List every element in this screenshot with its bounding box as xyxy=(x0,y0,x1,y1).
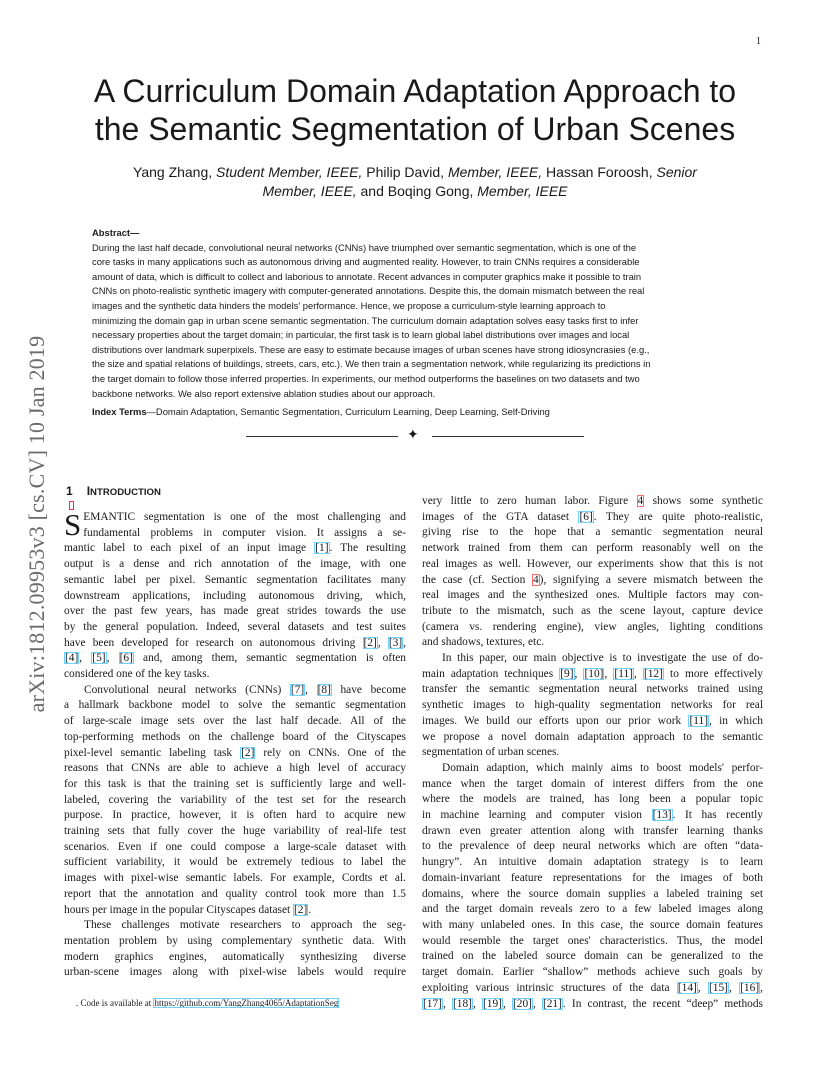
citation-link[interactable]: [18] xyxy=(452,997,472,1010)
figure-link[interactable]: 4 xyxy=(637,495,644,507)
abstract-line: minimizing the domain gap in urban scene semantic segmentation. The curriculum domain adaptation solves easy tasks first to infer xyxy=(92,314,639,326)
text-line: and the target domain reveals zero to a few labeled images along xyxy=(422,903,763,916)
citation-link[interactable]: [14] xyxy=(677,981,697,994)
citation-link[interactable]: [2] xyxy=(241,746,255,759)
divider-right xyxy=(432,436,584,437)
text-line: over the past few years, has made great strides towards the use xyxy=(64,605,406,618)
abstract-line: amount of data, which is difficult to collect and laborious to annotate. Recent advances in computer graphics make it possible to train xyxy=(92,270,642,282)
citation-link[interactable]: [3] xyxy=(388,636,403,649)
text-line: mentation problem by using complementary synthetic data. With xyxy=(64,934,406,947)
citation-link[interactable]: [11] xyxy=(614,667,633,680)
text-line: for this task is that the training set is sufficiently large and well- xyxy=(64,777,406,790)
abstract-line: During the last half decade, convolutional neural networks (CNNs) have triumphed over semantic segmentation, which is one of the xyxy=(92,241,637,253)
small-caps-word: EMANTIC xyxy=(83,511,136,523)
text-line: of large-scale image sets over the last half decade. All of the xyxy=(64,715,406,728)
citation-link[interactable]: [4] xyxy=(65,652,79,665)
text-line: we propose a novel domain adaptation approach to the semantic xyxy=(422,730,763,743)
author-role: Senior xyxy=(656,164,697,180)
citation-link[interactable]: [21] xyxy=(542,997,562,1010)
text: main adaptation techniques xyxy=(422,667,560,680)
page-number: 1 xyxy=(756,36,761,47)
text: exploiting various intrinsic structures of the data xyxy=(422,981,677,994)
text: . They are quite photo-realistic, xyxy=(593,510,763,523)
citation-link[interactable]: [12] xyxy=(643,667,663,680)
text-line: (camera vs. rendering engine), view angles, lighting conditions xyxy=(422,620,763,633)
citation-link[interactable]: [17] xyxy=(423,997,442,1010)
citation-link[interactable]: [13] xyxy=(652,809,672,822)
divider-diamond-icon: ✦ xyxy=(407,427,419,443)
text-line: and shadows, textures, etc. xyxy=(422,636,545,649)
author-role: Member, IEEE xyxy=(477,183,568,199)
text-line: synthetic images to high-quality segmentation networks for real xyxy=(422,699,763,712)
text: shows some synthetic xyxy=(644,495,763,507)
text-line: transfer the semantic segmentation neural networks trained using xyxy=(422,683,763,696)
text: mantic label to each pixel of an input image xyxy=(64,542,315,555)
text-line: reasons that CNNs are able to achieve a high level of accuracy xyxy=(64,762,406,775)
author-name: and Boqing Gong, xyxy=(360,183,474,199)
text: and, among them, semantic segmentation is often xyxy=(133,652,407,665)
text-line: real images and the synthesized ones. Multiple factors may con- xyxy=(422,589,763,602)
text: hours per image in the popular Cityscapes dataset xyxy=(64,903,294,916)
text-line: top-performing methods on the challenge board of the Cityscapes xyxy=(64,730,406,743)
section-title-rest: NTRODUCTION xyxy=(90,487,161,498)
divider-left xyxy=(246,436,398,437)
footnote xyxy=(76,998,339,1008)
text-line: would resemble the target ones' characteristics. Thus, the model xyxy=(422,934,763,947)
citation-link[interactable]: [6] xyxy=(119,652,133,665)
text: very little to zero human labor. Figure xyxy=(422,495,637,507)
section-title-initial: I xyxy=(86,484,91,498)
text: in machine learning and computer vision xyxy=(422,809,652,822)
text-line: mance when the target domain of interest differs from the one xyxy=(422,777,763,790)
arxiv-stamp-text: arXiv:1812.09953v3 [cs.CV] 10 Jan 2019 xyxy=(24,335,49,713)
text: , in which xyxy=(709,714,763,727)
arxiv-stamp xyxy=(21,292,53,762)
abstract-line: core tasks in many applications such as autonomous driving and augmented reality. However, to train CNNs requires a considerable xyxy=(92,256,640,268)
text-line: urban-scene images along with pixel-wise labels would require xyxy=(64,966,406,979)
text: . It has recently xyxy=(672,809,763,822)
abstract-line: necessary properties about the target domain; in particular, the first task is to learn global label distributions over images and local xyxy=(92,329,630,341)
text: to more effectively xyxy=(663,667,763,680)
abstract-line: the target domain to follow those inferred properties. In experiments, our method outperforms the baselines on two datasets and two xyxy=(92,372,640,384)
abstract-line: CNNs on photo-realistic synthetic imagery with computer-generated annotations. Despite this, the domain mismatch between the real xyxy=(92,285,645,297)
text: Convolutional neural networks (CNNs) xyxy=(84,683,290,696)
text-line: scenarios. Even if one could compose a large-scale dataset with xyxy=(64,840,406,853)
citation-link[interactable]: [20] xyxy=(512,997,532,1010)
text-line: to the prevalence of deep neural networks which are often “data- xyxy=(422,840,763,853)
left-column: S EMANTIC segmentation is one of the most challenging and fundamental problems in computer vision. It assigns a se- mantic label to each pixel of an input image [1]. The resulting output is a dense and rich annotation of the image, with one semantic label per pixel. Semantic segmentation facilitates many downstream applications, including autonomous driving, which, over the past few years, has made great strides towards the use by the general population. Indeed, several datasets and test suites have been developed for research on autonomous driving [2], [3], [4], [5], [6] and, among them, semantic segmentation is often considered one of the key tasks. Convolutional neural networks (CNNs) [7], [8] have become a hallmark backbone model to solve the semantic segmentation of large-scale image sets over the last half decade. All of the top-performing methods on the challenge board of the Cityscapes pixel-level semantic labeling task [2] rely on CNNs. One of the reasons that CNNs are able to achieve a high level of accuracy for this task is that the training set is sufficiently large and well- labeled, covering the variability of the test set for the research purpose. In practice, however, it is often hard to acquire new training sets that fully cover the huge variability of real-life test scenarios. Even if one could compose a large-scale dataset with sufficient variability, it would be extremely tedious to label the images with pixel-wise semantic labels. For example, Cordts et al. report that the annotation and quality control took more than 1.5 hours per image in the popular Cityscapes dataset [2]. These challenges motivate researchers to approach the seg- mentation problem by using complementary synthetic data. With modern graphics engines, automatically synthesizing diverse urban-scene images along with pixel-wise labels would require xyxy=(64,510,406,981)
citation-link[interactable]: [9] xyxy=(560,667,574,680)
text-line: by the general population. Indeed, several datasets and test suites xyxy=(64,620,406,633)
text-line: real images as well. However, our experiments show that this is not xyxy=(422,557,763,570)
text-line: a hallmark backbone model to solve the semantic segmentation xyxy=(64,699,406,712)
citation-link[interactable]: [7] xyxy=(290,683,305,696)
citation-link[interactable]: [2] xyxy=(294,903,308,916)
author-role: Member, IEEE, xyxy=(262,183,357,199)
author-list xyxy=(100,163,730,201)
text: pixel-level semantic labeling task xyxy=(64,746,241,759)
index-terms-text: —Domain Adaptation, Semantic Segmentation, Curriculum Learning, Deep Learning, Self-Driving xyxy=(146,406,550,417)
text: rely on CNNs. One of the xyxy=(255,746,406,759)
text: the case (cf. Section xyxy=(422,573,532,586)
text-line: images with pixel-wise semantic labels. For example, Cordts et al. xyxy=(64,872,406,885)
text-line: output is a dense and rich annotation of the image, with one xyxy=(64,558,406,571)
paper-title xyxy=(60,72,770,148)
text-line: where the models are trained, has long been a popular topic xyxy=(422,793,763,806)
text-line: segmentation of urban scenes. xyxy=(422,746,560,759)
text: These challenges motivate researchers to approach the seg- xyxy=(84,919,406,932)
text-line: training sets that fully cover the huge variability of real-life test xyxy=(64,825,406,838)
citation-link[interactable]: [19] xyxy=(482,997,502,1010)
text: segmentation is one of the most challenging and xyxy=(135,511,406,523)
text: have become xyxy=(331,683,406,696)
text-line: domain-invariant feature representations for the images of both xyxy=(422,871,763,884)
citation-link[interactable]: [6] xyxy=(579,510,593,523)
section-link[interactable]: 4 xyxy=(532,573,539,586)
author-name: Yang Zhang, xyxy=(133,164,213,180)
index-terms-heading: Index Terms xyxy=(92,406,147,417)
citation-link[interactable]: [10] xyxy=(584,667,604,680)
text-line: target domain. Earlier “shallow” methods achieve such goals by xyxy=(422,966,763,979)
author-role: Member, IEEE, xyxy=(447,164,543,180)
text-line: purpose. In practice, however, it is often hard to acquire new xyxy=(64,809,406,822)
abstract xyxy=(92,226,738,401)
citation-link[interactable]: [2] xyxy=(363,636,377,649)
text: In this paper, our main objective is to investigate the use of do- xyxy=(442,652,763,665)
section-number: 1 xyxy=(66,484,73,498)
citation-link[interactable]: [16] xyxy=(740,981,760,994)
text: images of the GTA dataset xyxy=(422,510,579,523)
abstract-line: images and the synthetic data hinders the models' performance. Hence, we propose a curriculum-style learning approach to xyxy=(92,299,606,311)
author-name: Hassan Foroosh, xyxy=(546,164,653,180)
text-line: with many unlabeled ones. In this case, the source domain features xyxy=(422,918,763,931)
text: . In contrast, the recent “deep” methods xyxy=(562,997,763,1010)
title-line-2: the Semantic Segmentation of Urban Scenes xyxy=(94,111,736,147)
abstract-line: backbone networks. We also report extensive ablation studies about our approach. xyxy=(92,387,436,399)
text: . The resulting xyxy=(329,542,406,555)
citation-link[interactable]: [15] xyxy=(709,981,728,994)
citation-link[interactable]: [5] xyxy=(92,652,106,665)
text: have been developed for research on autonomous driving xyxy=(64,636,363,649)
citation-link[interactable]: [11] xyxy=(689,714,708,727)
text-line: giving rise to the hope that a semantic segmentation neural xyxy=(422,526,763,539)
abstract-line: the size and spatial relations of buildings, streets, cars, etc.). We then train a segmentation network, while regularizing its predictions in xyxy=(92,358,651,370)
text: Domain adaption, which mainly aims to boost models' perfor- xyxy=(442,761,763,774)
code-url-link[interactable]: https://github.com/YangZhang4065/AdaptationSeg xyxy=(154,998,339,1008)
abstract-heading: Abstract— xyxy=(92,227,140,238)
right-column: very little to zero human labor. Figure 4 shows some synthetic images of the GTA dataset [6]. They are quite photo-realistic, giving rise to the hope that a semantic segmentation neural network trained from them can perform reasonably well on the real images as well. However, our experiments show that this is not the case (cf. Section 4), signifying a severe mismatch between the real images and the synthesized ones. Multiple factors may con- tribute to the mismatch, such as the scene layout, capture device (camera vs. rendering engine), view angles, lighting conditions and shadows, textures, etc. In this paper, our main objective is to investigate the use of do- main adaptation techniques [9], [10], [11], [12] to more effectively transfer the semantic segmentation neural networks trained using synthetic images to high-quality segmentation networks for real images. We build our efforts upon our prior work [11], in which we propose a novel domain adaptation approach to the semantic segmentation of urban scenes. Domain adaption, which mainly aims to boost models' perfor- mance when the target domain of interest differs from the one where the models are trained, has long been a popular topic in machine learning and computer vision [13]. It has recently drawn even greater attention along with transfer learning thanks to the prevalence of deep neural networks which are often “data- hungry”. An intuitive domain adaptation strategy is to learn domain-invariant feature representations for the images of both domains, where the source domain supplies a labeled training set and the target domain reveals zero to a few labeled images along with many unlabeled ones. In this case, the source domain features would resemble the target ones' characteristics. Thus, the model trained on the labeled source domain can be generalized to the target domain. Earlier “shallow” methods achieve such goals by exploiting various intrinsic structures of the data [14], [15], [16], [17], [18], [19], [20], [21]. In contrast, the recent “deep” methods xyxy=(422,495,763,1010)
dropcap: S xyxy=(64,507,82,542)
text-line: considered one of the key tasks. xyxy=(64,668,210,681)
text: ), signifying a severe mismatch between the xyxy=(539,573,763,586)
text-line: sufficient variability, it would be extremely tedious to label the xyxy=(64,856,406,869)
text-line: network trained from them can perform reasonably well on the xyxy=(422,542,763,555)
text-line: hungry”. An intuitive domain adaptation strategy is to learn xyxy=(422,856,763,869)
text: images. We build our efforts upon our prior work xyxy=(422,714,689,727)
title-line-1: A Curriculum Domain Adaptation Approach to xyxy=(93,73,737,109)
abstract-line: distributions over landmark superpixels. These are easy to estimate because images of urban scenes have strong idiosyncrasies (e.g., xyxy=(92,343,650,355)
text-line: downstream applications, including autonomous driving, which, xyxy=(64,589,406,602)
text-line: tribute to the mismatch, such as the scene layout, capture device xyxy=(422,604,763,617)
index-terms xyxy=(92,406,738,417)
text-line: labeled, covering the variability of the test set for the research xyxy=(64,793,406,806)
text-line: report that the annotation and quality control took more than 1.5 xyxy=(64,887,406,900)
text-line: modern graphics engines, automatically synthesizing diverse xyxy=(64,950,406,963)
footnote-text: . Code is available at xyxy=(76,998,154,1008)
text-line: drawn even greater attention along with transfer learning thanks xyxy=(422,824,763,837)
citation-link[interactable]: [1] xyxy=(315,542,329,555)
section-heading xyxy=(66,484,161,498)
author-name: Philip David, xyxy=(366,164,445,180)
text-line: domains, where the source domain supplies a labeled training set xyxy=(422,887,763,900)
author-role: Student Member, IEEE, xyxy=(216,164,363,180)
text-line: trained on the labeled source domain can be generalized to the xyxy=(422,950,763,963)
text-line: fundamental problems in computer vision. It assigns a se- xyxy=(83,526,406,539)
text-line: semantic label per pixel. Semantic segmentation facilitates many xyxy=(64,573,406,586)
text: . xyxy=(308,903,312,916)
citation-link[interactable]: [8] xyxy=(317,683,331,696)
